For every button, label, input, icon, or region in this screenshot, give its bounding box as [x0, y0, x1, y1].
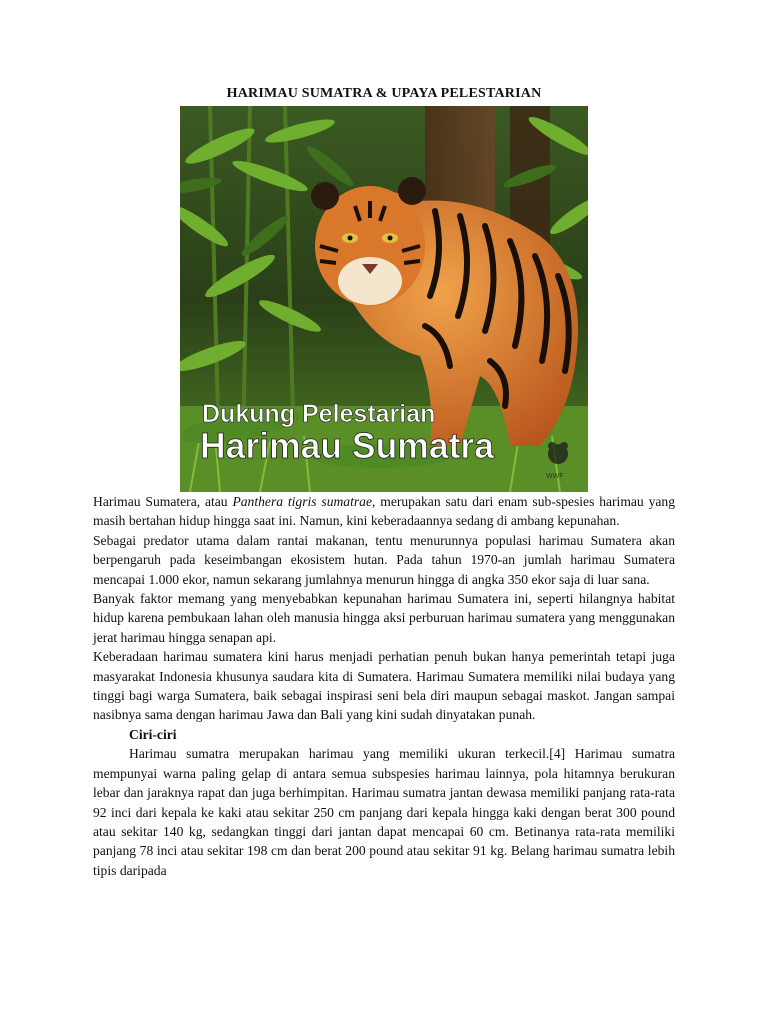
paragraph-factors: Banyak faktor memang yang menyebabkan kepunahan harimau Sumatera ini, seperti hilangnya habitat hidup karena pembukaan lahan oleh manusia hingga aksi perburuan harimau sumatera yang menggunakan jerat harimau hingga senapan api. [93, 591, 675, 645]
paragraph-awareness: Keberadaan harimau sumatera kini harus menjadi perhatian penuh bukan hanya pemerintah tetapi juga masyarakat Indonesia khusunya saudara kita di Sumatera. Harimau Sumatera memiliki nilai budaya yang tinggi bagi warga Sumatera, baik sebagai inspirasi seni bela diri maupun sebagai maskot. Jangan sampai nasibnya sama dengan harimau Jawa dan Bali yang kini sudah dinyatakan punah. [93, 649, 675, 723]
wwf-watermark-text: WWF [546, 473, 564, 480]
overlay-line1: Dukung Pelestarian [202, 400, 436, 428]
tiger-photo [180, 106, 588, 492]
section-heading: Ciri-ciri [129, 726, 177, 742]
paragraph-intro: Harimau Sumatera, atau Panthera tigris sumatrae, merupakan satu dari enam sub-spesies harimau yang masih bertahan hidup hingga saat ini. Namun, kini keberadaannya sedang di ambang kepunahan. [93, 494, 675, 529]
paragraph-characteristics: Harimau sumatra merupakan harimau yang memiliki ukuran terkecil.[4] Harimau sumatra mempunyai warna paling gelap di antara semua subspesies harimau lainnya, pola hitamnya berukuran lebar dan jaraknya rapat dan juga berhimpitan. Harimau sumatra jantan dewasa memiliki panjang rata-rata 92 inci dari kepala ke kaki atau sekitar 250 cm panjang dari kepala hingga kaki dengan berat 300 pound atau sekitar 140 kg, sedangkan tinggi dari jantan dapat mencapai 60 cm. Betinanya rata-rata memiliki panjang 78 inci atau sekitar 198 cm dan berat 200 pound atau sekitar 91 kg. Belang harimau sumatra lebih tipis daripada [93, 746, 675, 878]
species-name: Panthera tigris sumatrae, [232, 494, 376, 509]
overlay-line2: Harimau Sumatra [200, 425, 495, 466]
paragraph-predator: Sebagai predator utama dalam rantai makanan, tentu menurunnya populasi harimau Sumatera akan berpengaruh pada keseimbangan ekosistem hutan. Pada tahun 1970-an jumlah harimau Sumatera mencapai 1.000 ekor, namun sekarang jumlahnya menurun hingga di angka 350 ekor saja di luar sana. [93, 532, 675, 587]
document-title: HARIMAU SUMATRA & UPAYA PELESTARIAN [226, 86, 542, 101]
document-body [93, 492, 675, 880]
